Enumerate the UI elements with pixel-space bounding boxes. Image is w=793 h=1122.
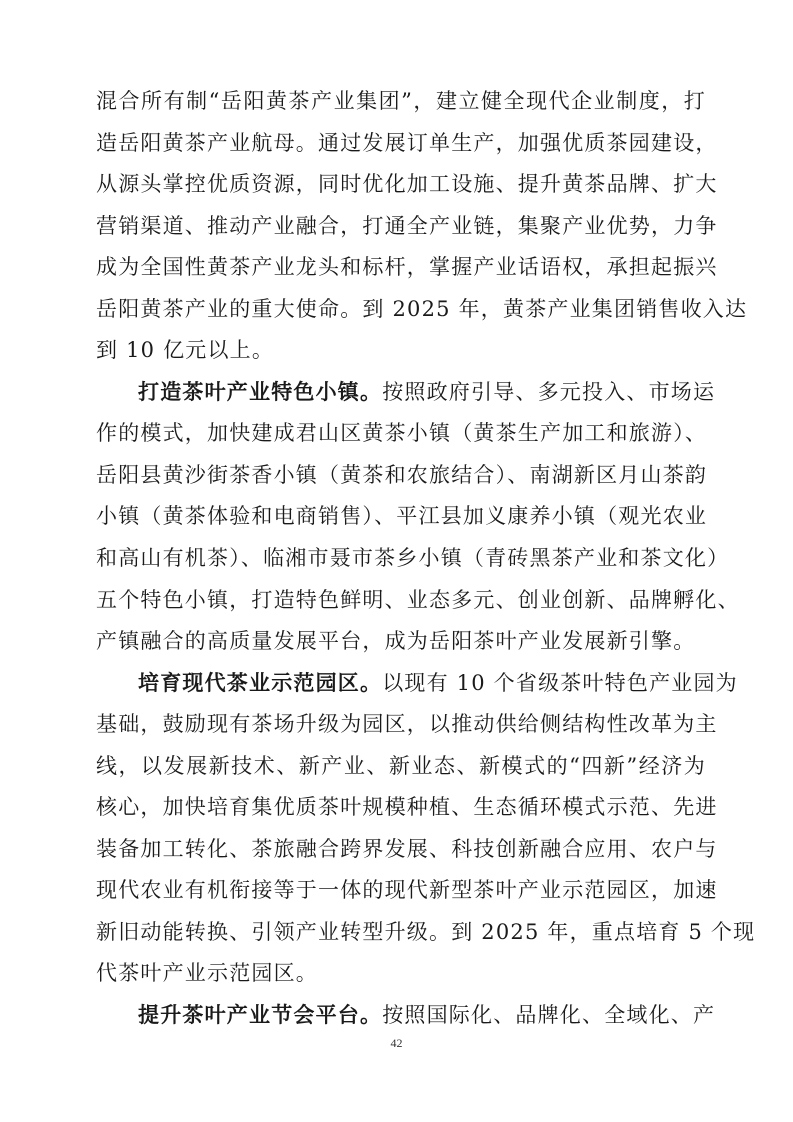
text-line: 混合所有制“岳阳黄茶产业集团”，建立健全现代企业制度，打 [96, 89, 706, 113]
text-line: 小镇（黄茶体验和电商销售）、平江县加义康养小镇（观光农业 [96, 504, 708, 528]
text-line: 核心，加快培育集优质茶叶规模种植、生态循环模式示范、先进 [96, 795, 718, 819]
text-line: 营销渠道、推动产业融合，打通全产业链，集聚产业优势，力争 [96, 214, 718, 238]
text-line: 岳阳县黄沙街茶香小镇（黄茶和农旅结合）、南湖新区月山茶韵 [96, 463, 708, 487]
section-first-line [138, 1000, 716, 1030]
section-text: 按照政府引导、多元投入、市场运 [382, 380, 716, 404]
section-heading: 培育现代茶业示范园区。 [138, 670, 383, 695]
section-text: 按照国际化、品牌化、全域化、产 [382, 1003, 716, 1027]
section-heading: 打造茶叶产业特色小镇。 [138, 379, 383, 404]
text-line: 五个特色小镇，打造特色鲜明、业态多元、创业创新、品牌孵化、 [96, 588, 740, 612]
section-heading: 提升茶叶产业节会平台。 [138, 1002, 383, 1027]
text-line: 从源头掌控优质资源，同时优化加工设施、提升黄茶品牌、扩大 [96, 172, 718, 196]
text-line: 现代农业有机衔接等于一体的现代新型茶叶产业示范园区，加速 [96, 878, 718, 902]
text-line: 代茶叶产业示范园区。 [96, 961, 318, 985]
text-line: 作的模式，加快建成君山区黄茶小镇（黄茶生产加工和旅游）、 [96, 421, 708, 445]
text-line: 到 10 亿元以上。 [96, 338, 275, 362]
text-line: 成为全国性黄茶产业龙头和标杆，掌握产业话语权，承担起振兴 [96, 255, 718, 279]
text-line: 产镇融合的高质量发展平台，成为岳阳茶叶产业发展新引擎。 [96, 629, 696, 653]
text-line: 基础，鼓励现有茶场升级为园区，以推动供给侧结构性改革为主 [96, 712, 718, 736]
text-line: 装备加工转化、茶旅融合跨界发展、科技创新融合应用、农户与 [96, 837, 718, 861]
text-line: 造岳阳黄茶产业航母。通过发展订单生产，加强优质茶园建设， [96, 131, 718, 155]
section-first-line [138, 668, 738, 698]
text-line: 岳阳黄茶产业的重大使命。到 2025 年，黄茶产业集团销售收入达 [96, 297, 748, 321]
text-line: 线，以发展新技术、新产业、新业态、新模式的“四新”经济为 [96, 754, 706, 778]
section-first-line [138, 377, 716, 407]
page-number: 42 [390, 1036, 403, 1050]
text-line: 和高山有机茶）、临湘市聂市茶乡小镇（青砖黑茶产业和茶文化） [96, 546, 730, 570]
section-text: 以现有 10 个省级茶叶特色产业园为 [382, 671, 738, 695]
text-line: 新旧动能转换、引领产业转型升级。到 2025 年，重点培育 5 个现 [96, 920, 756, 944]
